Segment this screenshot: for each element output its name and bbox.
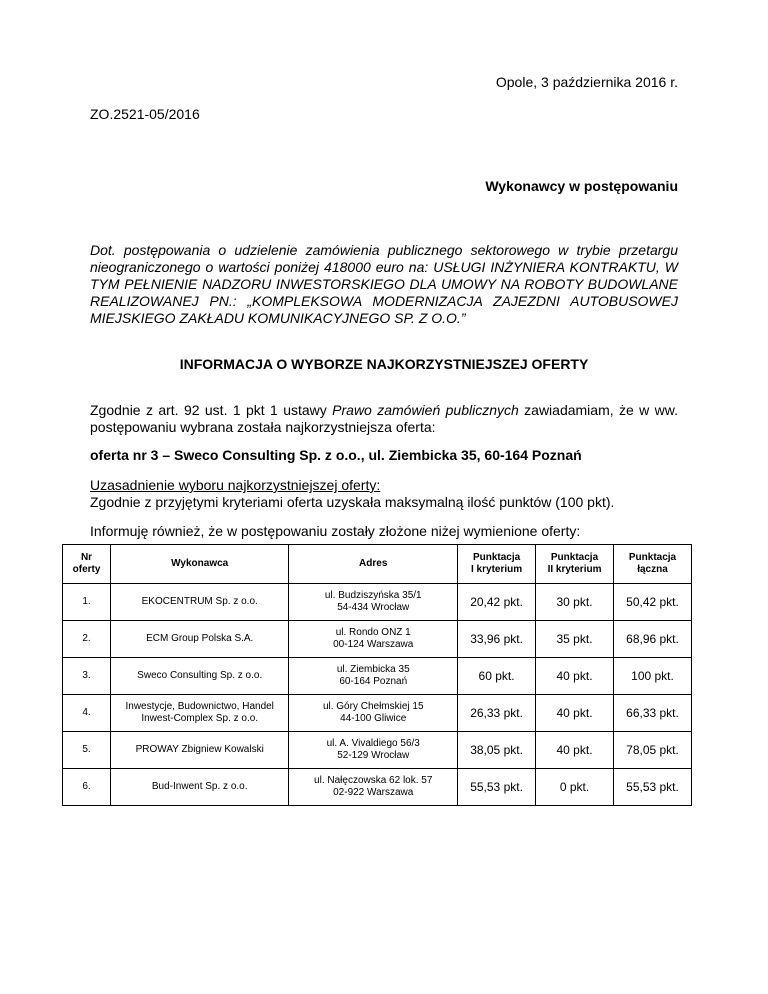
header-score-2 — [536, 545, 614, 584]
offers-table — [62, 544, 692, 806]
header-nr-line2: oferty — [72, 564, 101, 575]
table-header-row — [63, 545, 692, 584]
cell-score-total: 68,96 pkt. — [614, 621, 692, 658]
header-score-1-line2: I kryterium — [471, 564, 523, 575]
cell-score-total: 78,05 pkt. — [614, 732, 692, 769]
adres-line1: ul. Budziszyńska 35/1 — [324, 590, 422, 601]
offers-intro: Informuję również, że w postępowaniu zostały złożone niżej wymienione oferty: — [90, 523, 581, 539]
adres-line1: ul. A. Vivaldiego 56/3 — [326, 738, 420, 749]
adres-line2: 02-922 Warszawa — [333, 787, 414, 798]
adres-line2: 44-100 Gliwice — [340, 713, 407, 724]
header-wykonawca: Wykonawca — [111, 545, 289, 584]
header-score-1-line1: Punktacja — [472, 552, 521, 563]
justification-title: Uzasadnienie wyboru najkorzystniejszej oferty: — [90, 477, 381, 493]
place-and-date: Opole, 3 października 2016 r. — [495, 74, 678, 90]
cell-wykonawca — [111, 658, 289, 695]
cell-score-2: 0 pkt. — [536, 769, 614, 806]
cell-wykonawca — [111, 621, 289, 658]
cell-score-total: 100 pkt. — [614, 658, 692, 695]
cell-adres — [289, 658, 458, 695]
adres-line1: ul. Nałęczowska 62 lok. 57 — [314, 775, 433, 786]
cell-nr: 1. — [63, 584, 111, 621]
cell-score-2: 40 pkt. — [536, 732, 614, 769]
cell-adres — [289, 769, 458, 806]
cell-score-total: 50,42 pkt. — [614, 584, 692, 621]
adres-line1: ul. Góry Chełmskiej 15 — [322, 701, 424, 712]
table-row — [63, 732, 692, 769]
cell-nr: 3. — [63, 658, 111, 695]
cell-score-2: 40 pkt. — [536, 695, 614, 732]
header-nr — [63, 545, 111, 584]
cell-wykonawca — [111, 695, 289, 732]
adres-line2: 00-124 Warszawa — [333, 639, 414, 650]
cell-nr: 2. — [63, 621, 111, 658]
cell-score-2: 35 pkt. — [536, 621, 614, 658]
document-heading: INFORMACJA O WYBORZE NAJKORZYSTNIEJSZEJ OFERTY — [179, 356, 589, 372]
header-score-total-line1: Punktacja — [628, 552, 677, 563]
law-title: Prawo zamówień publicznych — [332, 402, 519, 418]
chosen-offer: oferta nr 3 – Sweco Consulting Sp. z o.o., ul. Ziembicka 35, 60-164 Poznań — [90, 447, 582, 463]
table-row — [63, 621, 692, 658]
wykonawca-line1: ECM Group Polska S.A. — [146, 633, 254, 644]
notification-paragraph — [90, 402, 678, 436]
recipient-line: Wykonawcy w postępowaniu — [485, 178, 678, 194]
header-nr-line1: Nr — [80, 552, 93, 563]
notification-text-start: Zgodnie z art. 92 ust. 1 pkt 1 ustawy — [90, 402, 333, 418]
cell-score-1: 60 pkt. — [458, 658, 536, 695]
header-adres: Adres — [289, 545, 458, 584]
cell-score-1: 26,33 pkt. — [458, 695, 536, 732]
header-score-1 — [458, 545, 536, 584]
cell-wykonawca — [111, 732, 289, 769]
header-score-2-line1: Punktacja — [550, 552, 599, 563]
cell-score-1: 55,53 pkt. — [458, 769, 536, 806]
cell-score-1: 33,96 pkt. — [458, 621, 536, 658]
table-row — [63, 658, 692, 695]
adres-line2: 60-164 Poznań — [339, 676, 408, 687]
justification-text: Zgodnie z przyjętymi kryteriami oferta uzyskała maksymalną ilość punktów (100 pkt). — [90, 494, 615, 510]
cell-adres — [289, 584, 458, 621]
table-row — [63, 769, 692, 806]
wykonawca-line1: PROWAY Zbigniew Kowalski — [135, 744, 264, 755]
header-score-total — [614, 545, 692, 584]
adres-line2: 52-129 Wrocław — [337, 750, 410, 761]
cell-adres — [289, 621, 458, 658]
cell-score-1: 38,05 pkt. — [458, 732, 536, 769]
subject-paragraph: Dot. postępowania o udzielenie zamówienia publicznego sektorowego w trybie przetargu nieograniczonego o wartości poniżej 418000 euro na: USŁUGI INŻYNIERA KONTRAKTU, W TYM PEŁNIENIE NADZORU INWESTORSKIEGO DLA UMOWY NA ROBOTY BUDOWLANE REALIZOWANEJ PN.: „KOMPLEKSOWA MODERNIZACJA ZAJEZDNI AUTOBUSOWEJ MIEJSKIEGO ZAKŁADU KOMUNIKACYJNEGO SP. Z O.O.” — [90, 242, 678, 326]
wykonawca-line1: Bud-Inwent Sp. z o.o. — [151, 781, 248, 792]
cell-nr: 4. — [63, 695, 111, 732]
wykonawca-line2: Inwest-Complex Sp. z o.o. — [141, 713, 259, 724]
table-row — [63, 584, 692, 621]
cell-score-2: 30 pkt. — [536, 584, 614, 621]
adres-line2: 54-434 Wrocław — [337, 602, 410, 613]
cell-adres — [289, 695, 458, 732]
wykonawca-line1: Sweco Consulting Sp. z o.o. — [137, 670, 263, 681]
wykonawca-line1: Inwestycje, Budownictwo, Handel — [125, 701, 274, 712]
cell-nr: 5. — [63, 732, 111, 769]
reference-number: ZO.2521-05/2016 — [90, 106, 200, 122]
cell-wykonawca — [111, 584, 289, 621]
cell-score-total: 66,33 pkt. — [614, 695, 692, 732]
adres-line1: ul. Ziembicka 35 — [336, 664, 410, 675]
header-score-2-line2: II kryterium — [547, 564, 602, 575]
cell-score-1: 20,42 pkt. — [458, 584, 536, 621]
table-row — [63, 695, 692, 732]
adres-line1: ul. Rondo ONZ 1 — [335, 627, 411, 638]
cell-score-2: 40 pkt. — [536, 658, 614, 695]
cell-adres — [289, 732, 458, 769]
cell-score-total: 55,53 pkt. — [614, 769, 692, 806]
cell-wykonawca — [111, 769, 289, 806]
header-score-total-line2: łączna — [637, 564, 668, 575]
cell-nr: 6. — [63, 769, 111, 806]
notification-text-end: zawiadamiam, że w ww. postępowaniu wybrana została najkorzystniejsza oferta: — [90, 402, 678, 435]
wykonawca-line1: EKOCENTRUM Sp. z o.o. — [141, 596, 258, 607]
